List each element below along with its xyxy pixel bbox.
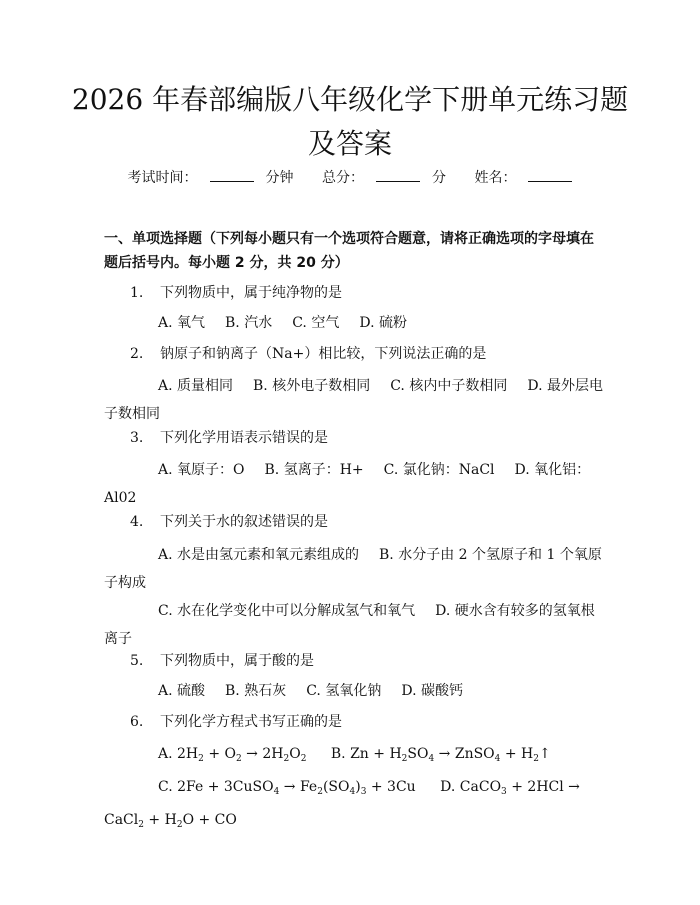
question-5-options	[104, 677, 604, 705]
question-1-options	[104, 309, 604, 337]
score-blank	[376, 169, 420, 182]
name-blank	[528, 169, 572, 182]
option-a-label: A.	[158, 746, 173, 762]
question-text: 下列化学用语表示错误的是	[160, 430, 328, 446]
question-text: 下列化学方程式书写正确的是	[160, 714, 342, 730]
exam-info	[0, 168, 700, 188]
option-d: D. CaCO$_3$ + 2HCl → CaCl$_2$ + $H_2O$ + CO	[104, 779, 580, 830]
option-c: C. 水在化学变化中可以分解成氢气和氧气	[158, 603, 416, 619]
question-4-options-ab	[104, 541, 604, 597]
option-b: B. 水分子由 2 个氢原子和 1 个氧原子构成	[104, 547, 602, 591]
option-d: D. 硫粉	[359, 315, 407, 331]
question-4	[130, 512, 328, 532]
option-c: C. 空气	[292, 315, 340, 331]
question-6	[130, 712, 342, 732]
question-number: 1.	[130, 285, 144, 301]
page-title	[60, 78, 640, 166]
option-b: B. 熟石灰	[225, 683, 287, 699]
question-number: 4.	[130, 514, 144, 530]
option-b: B. 核外电子数相同	[253, 378, 371, 394]
option-c: C. 2Fe + 3CuSO$_4$ → $Fe_2(SO_4)_3 + 3Cu$	[158, 779, 416, 797]
question-4-options-cd	[104, 597, 604, 653]
question-3	[130, 428, 328, 448]
option-b: B. 氢离子：H+	[264, 462, 364, 478]
name-label: 姓名：	[474, 170, 517, 186]
exam-score	[316, 170, 452, 186]
question-3-options	[104, 456, 604, 512]
option-c: C. 核内中子数相同	[390, 378, 508, 394]
title-line-1: 2026 年春部编版八年级化学下册单元练习题	[71, 83, 629, 116]
option-d: D. 最外层电子数相同	[104, 378, 603, 422]
option-c: C. 氯化钠：NaCl	[383, 462, 495, 478]
option-a: A. 硫酸	[158, 683, 206, 699]
option-c: C. 氢氧化钠	[306, 683, 382, 699]
option-d: D. 硬水含有较多的氢氧根离子	[104, 603, 595, 647]
exam-name	[468, 170, 578, 186]
option-b: B. $Zn + H_2SO_4$ → ZnSO$_4$ + $H_2↑$	[330, 746, 551, 764]
question-text: 下列物质中，属于纯净物的是	[160, 285, 342, 301]
option-b-label: B.	[330, 746, 346, 762]
option-a: A. 氧气	[158, 315, 206, 331]
question-number: 3.	[130, 430, 144, 446]
option-c-label: C.	[158, 779, 173, 795]
question-2-options	[104, 372, 604, 428]
question-number: 5.	[130, 653, 144, 669]
question-1	[130, 283, 342, 303]
question-text: 钠原子和钠离子（Na+）相比较，下列说法正确的是	[160, 346, 487, 362]
question-6-options-ab	[104, 740, 604, 773]
option-a: A. 氧原子：O	[158, 462, 245, 478]
question-number: 2.	[130, 346, 144, 362]
question-2	[130, 344, 486, 364]
option-d: D. 氧化铝：Al02	[104, 462, 591, 506]
question-text: 下列关于水的叙述错误的是	[160, 514, 328, 530]
question-text: 下列物质中，属于酸的是	[160, 653, 314, 669]
score-unit: 分	[432, 170, 446, 186]
option-a: A. 水是由氢元素和氧元素组成的	[158, 547, 360, 563]
question-6-options-cd	[104, 773, 604, 839]
time-unit: 分钟	[265, 170, 294, 186]
option-a: A. 质量相同	[158, 378, 234, 394]
time-blank	[210, 169, 254, 182]
exam-time	[122, 170, 300, 186]
time-label: 考试时间：	[127, 170, 198, 186]
question-5	[130, 651, 314, 671]
question-number: 6.	[130, 714, 144, 730]
option-d: D. 碳酸钙	[401, 683, 463, 699]
section-heading: 一、单项选择题（下列每小题只有一个选项符合题意，请将正确选项的字母填在题后括号内。每小题 2 分，共 20 分）	[104, 231, 594, 271]
title-line-2: 及答案	[307, 127, 392, 160]
option-b: B. 汽水	[225, 315, 273, 331]
score-label: 总分：	[322, 170, 364, 186]
option-d-label: D.	[440, 779, 456, 795]
option-a: A. $2H_2 + O_2 \to 2H_2O_2$	[158, 746, 307, 764]
